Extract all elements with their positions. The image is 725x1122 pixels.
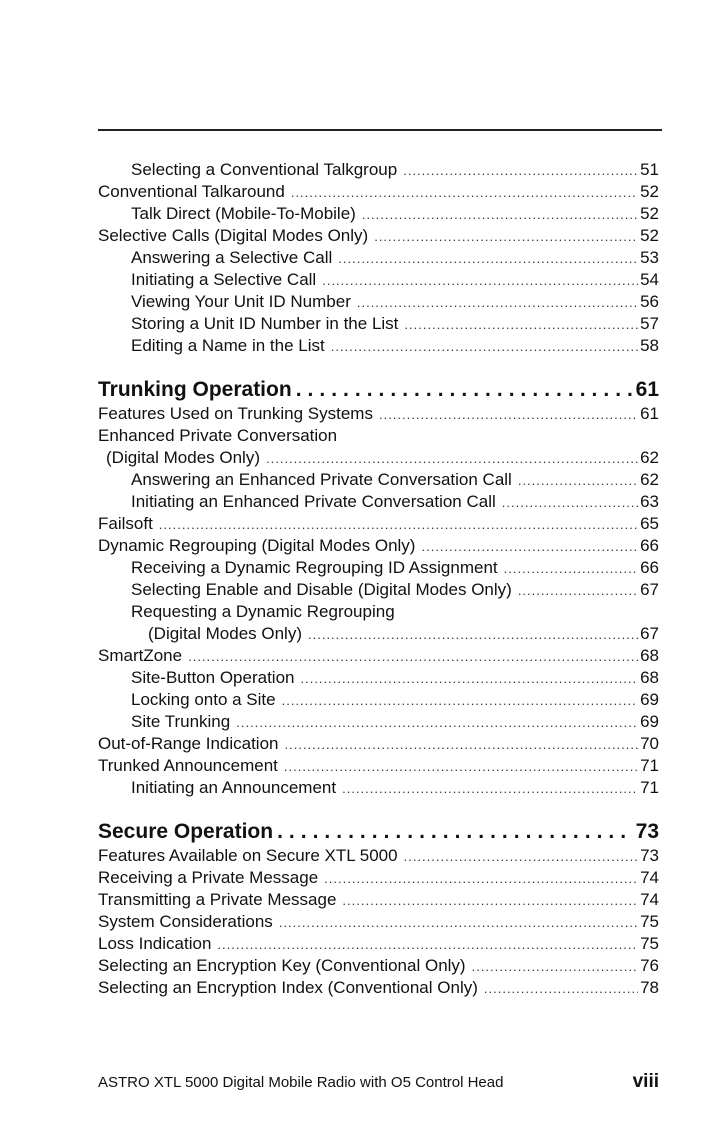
toc-entry[interactable] bbox=[98, 733, 659, 755]
dot-leader bbox=[282, 690, 638, 712]
dot-leader bbox=[338, 248, 638, 270]
toc-entry[interactable] bbox=[98, 247, 659, 269]
section-title: Trunking Operation bbox=[98, 378, 292, 401]
dot-leader bbox=[518, 470, 638, 492]
toc-entry-page: 63 bbox=[640, 492, 659, 511]
toc-entry-title: Dynamic Regrouping (Digital Modes Only) bbox=[98, 536, 416, 555]
toc-entry[interactable] bbox=[98, 491, 659, 513]
toc-entry-title: Enhanced Private Conversation bbox=[98, 426, 338, 445]
dot-leader bbox=[324, 868, 638, 890]
toc-entry-page: 65 bbox=[640, 514, 659, 533]
dot-leader bbox=[277, 819, 632, 845]
toc-entry-page: 62 bbox=[640, 470, 659, 489]
dot-leader bbox=[300, 668, 638, 690]
toc-entry-title: Locking onto a Site bbox=[131, 690, 276, 709]
toc-entry[interactable] bbox=[98, 535, 659, 557]
toc-entry-page: 75 bbox=[640, 934, 659, 953]
toc-entry-title: Editing a Name in the List bbox=[131, 336, 325, 355]
dot-leader bbox=[217, 934, 638, 956]
dot-leader bbox=[404, 846, 638, 868]
dot-leader bbox=[308, 624, 638, 646]
toc-entry-page: 66 bbox=[640, 536, 659, 555]
toc-entry[interactable] bbox=[98, 645, 659, 667]
toc-entry[interactable] bbox=[98, 513, 659, 535]
dot-leader bbox=[236, 712, 638, 734]
section-page: 73 bbox=[635, 820, 659, 843]
toc-entry-page: 68 bbox=[640, 668, 659, 687]
toc-entry-page: 61 bbox=[640, 404, 659, 423]
toc-entry-title: Selecting an Encryption Key (Conventional Only) bbox=[98, 956, 466, 975]
toc-entry[interactable] bbox=[98, 867, 659, 889]
toc-entry[interactable] bbox=[98, 181, 659, 203]
toc-entry-title: Answering a Selective Call bbox=[131, 248, 333, 267]
toc-entry-page: 58 bbox=[640, 336, 659, 355]
toc-entry-page: 69 bbox=[640, 690, 659, 709]
toc-entry-title: Conventional Talkaround bbox=[98, 182, 285, 201]
toc-entry-title: Site Trunking bbox=[131, 712, 231, 731]
toc-entry-title: Requesting a Dynamic Regrouping bbox=[131, 602, 395, 621]
toc-entry[interactable] bbox=[98, 313, 659, 335]
toc-entry[interactable] bbox=[98, 933, 659, 955]
toc-entry[interactable] bbox=[98, 269, 659, 291]
toc-entry-page: 52 bbox=[640, 182, 659, 201]
toc-entry[interactable] bbox=[98, 601, 659, 623]
toc-entry-page: 53 bbox=[640, 248, 659, 267]
toc-entry[interactable] bbox=[98, 291, 659, 313]
dot-leader bbox=[285, 734, 639, 756]
toc-entry[interactable] bbox=[98, 955, 659, 977]
toc-entry-page: 62 bbox=[640, 448, 659, 467]
toc-entry-page: 67 bbox=[640, 624, 659, 643]
toc-entry-title: Answering an Enhanced Private Conversation Call bbox=[131, 470, 512, 489]
toc-entry-title: Selecting an Encryption Index (Conventional Only) bbox=[98, 978, 478, 997]
dot-leader bbox=[331, 336, 638, 358]
toc-entry-title: Selective Calls (Digital Modes Only) bbox=[98, 226, 369, 245]
toc-entry-page: 57 bbox=[640, 314, 659, 333]
dot-leader bbox=[284, 756, 638, 778]
toc-entry-title: Initiating a Selective Call bbox=[131, 270, 317, 289]
toc-entry-title: Selecting a Conventional Talkgroup bbox=[131, 160, 398, 179]
toc-entry-title: Receiving a Private Message bbox=[98, 868, 319, 887]
toc-entry-title: Initiating an Announcement bbox=[131, 778, 337, 797]
toc-entry[interactable] bbox=[98, 469, 659, 491]
toc-entry-page: 54 bbox=[640, 270, 659, 289]
section-page: 61 bbox=[635, 378, 659, 401]
toc-entry-page: 67 bbox=[640, 580, 659, 599]
toc-entry[interactable] bbox=[98, 711, 659, 733]
table-of-contents bbox=[98, 159, 659, 999]
dot-leader bbox=[342, 778, 638, 800]
toc-entry-title: Initiating an Enhanced Private Conversation Call bbox=[131, 492, 496, 511]
toc-entry-title: Trunked Announcement bbox=[98, 756, 278, 775]
dot-leader bbox=[362, 204, 638, 226]
toc-entry-title: Selecting Enable and Disable (Digital Modes Only) bbox=[131, 580, 512, 599]
toc-entry[interactable] bbox=[98, 845, 659, 867]
dot-leader bbox=[279, 912, 638, 934]
toc-entry-page: 71 bbox=[640, 756, 659, 775]
section-heading-secure[interactable] bbox=[98, 819, 659, 845]
toc-entry-title: Features Available on Secure XTL 5000 bbox=[98, 846, 398, 865]
toc-entry-title: (Digital Modes Only) bbox=[148, 624, 302, 643]
toc-entry[interactable] bbox=[98, 403, 659, 425]
toc-entry-page: 66 bbox=[640, 558, 659, 577]
toc-entry[interactable] bbox=[98, 557, 659, 579]
toc-entry[interactable] bbox=[98, 777, 659, 799]
dot-leader bbox=[188, 646, 638, 668]
toc-entry[interactable] bbox=[98, 335, 659, 357]
dot-leader bbox=[266, 448, 638, 470]
footer-title: ASTRO XTL 5000 Digital Mobile Radio with O5 Control Head bbox=[98, 1074, 504, 1091]
toc-entry[interactable] bbox=[98, 203, 659, 225]
toc-entry-page: 51 bbox=[640, 160, 659, 179]
toc-entry-page: 68 bbox=[640, 646, 659, 665]
toc-entry-title: Storing a Unit ID Number in the List bbox=[131, 314, 399, 333]
toc-entry-page: 75 bbox=[640, 912, 659, 931]
header-rule bbox=[98, 129, 662, 131]
dot-leader bbox=[502, 492, 638, 514]
dot-leader bbox=[518, 580, 638, 602]
toc-entry-title: Viewing Your Unit ID Number bbox=[131, 292, 351, 311]
dot-leader bbox=[291, 182, 638, 204]
section-title: Secure Operation bbox=[98, 820, 274, 843]
toc-entry-title: Features Used on Trunking Systems bbox=[98, 404, 373, 423]
dot-leader bbox=[404, 314, 638, 336]
dot-leader bbox=[403, 160, 638, 182]
dot-leader bbox=[504, 558, 638, 580]
toc-entry[interactable] bbox=[98, 911, 659, 933]
dot-leader bbox=[484, 978, 638, 1000]
toc-entry-page: 71 bbox=[640, 778, 659, 797]
dot-leader bbox=[296, 377, 632, 403]
toc-entry-title: SmartZone bbox=[98, 646, 183, 665]
page-footer bbox=[98, 1071, 659, 1093]
toc-entry[interactable] bbox=[98, 579, 659, 601]
toc-entry[interactable] bbox=[98, 425, 659, 447]
toc-entry[interactable] bbox=[98, 667, 659, 689]
toc-entry[interactable] bbox=[98, 159, 659, 181]
dot-leader bbox=[472, 956, 638, 978]
toc-entry-page: 74 bbox=[640, 868, 659, 887]
toc-entry[interactable] bbox=[98, 623, 659, 645]
toc-entry[interactable] bbox=[98, 225, 659, 247]
toc-entry-page: 69 bbox=[640, 712, 659, 731]
toc-entry-page: 52 bbox=[640, 204, 659, 223]
toc-entry-title: Talk Direct (Mobile-To-Mobile) bbox=[131, 204, 356, 223]
dot-leader bbox=[342, 890, 638, 912]
toc-entry-page: 56 bbox=[640, 292, 659, 311]
dot-leader bbox=[421, 536, 638, 558]
toc-entry-title: Loss Indication bbox=[98, 934, 212, 953]
toc-entry[interactable] bbox=[98, 977, 659, 999]
toc-entry-title: (Digital Modes Only) bbox=[106, 448, 260, 467]
toc-entry-page: 73 bbox=[640, 846, 659, 865]
toc-entry[interactable] bbox=[98, 447, 659, 469]
dot-leader bbox=[357, 292, 638, 314]
toc-entry-title: Receiving a Dynamic Regrouping ID Assignment bbox=[131, 558, 498, 577]
dot-leader bbox=[322, 270, 638, 292]
toc-entry[interactable] bbox=[98, 889, 659, 911]
toc-entry-page: 70 bbox=[640, 734, 659, 753]
footer-page-number: viii bbox=[632, 1071, 659, 1092]
toc-entry-page: 52 bbox=[640, 226, 659, 245]
toc-entry-title: Transmitting a Private Message bbox=[98, 890, 337, 909]
toc-entry-title: Out-of-Range Indication bbox=[98, 734, 279, 753]
toc-entry-title: Site-Button Operation bbox=[131, 668, 295, 687]
toc-entry-title: System Considerations bbox=[98, 912, 273, 931]
toc-entry[interactable] bbox=[98, 755, 659, 777]
toc-entry[interactable] bbox=[98, 689, 659, 711]
toc-entry-title: Failsoft bbox=[98, 514, 153, 533]
toc-entry-page: 74 bbox=[640, 890, 659, 909]
dot-leader bbox=[159, 514, 638, 536]
dot-leader bbox=[374, 226, 638, 248]
dot-leader bbox=[379, 404, 638, 426]
toc-entry-page: 78 bbox=[640, 978, 659, 997]
toc-entry-page: 76 bbox=[640, 956, 659, 975]
section-heading-trunking[interactable] bbox=[98, 377, 659, 403]
